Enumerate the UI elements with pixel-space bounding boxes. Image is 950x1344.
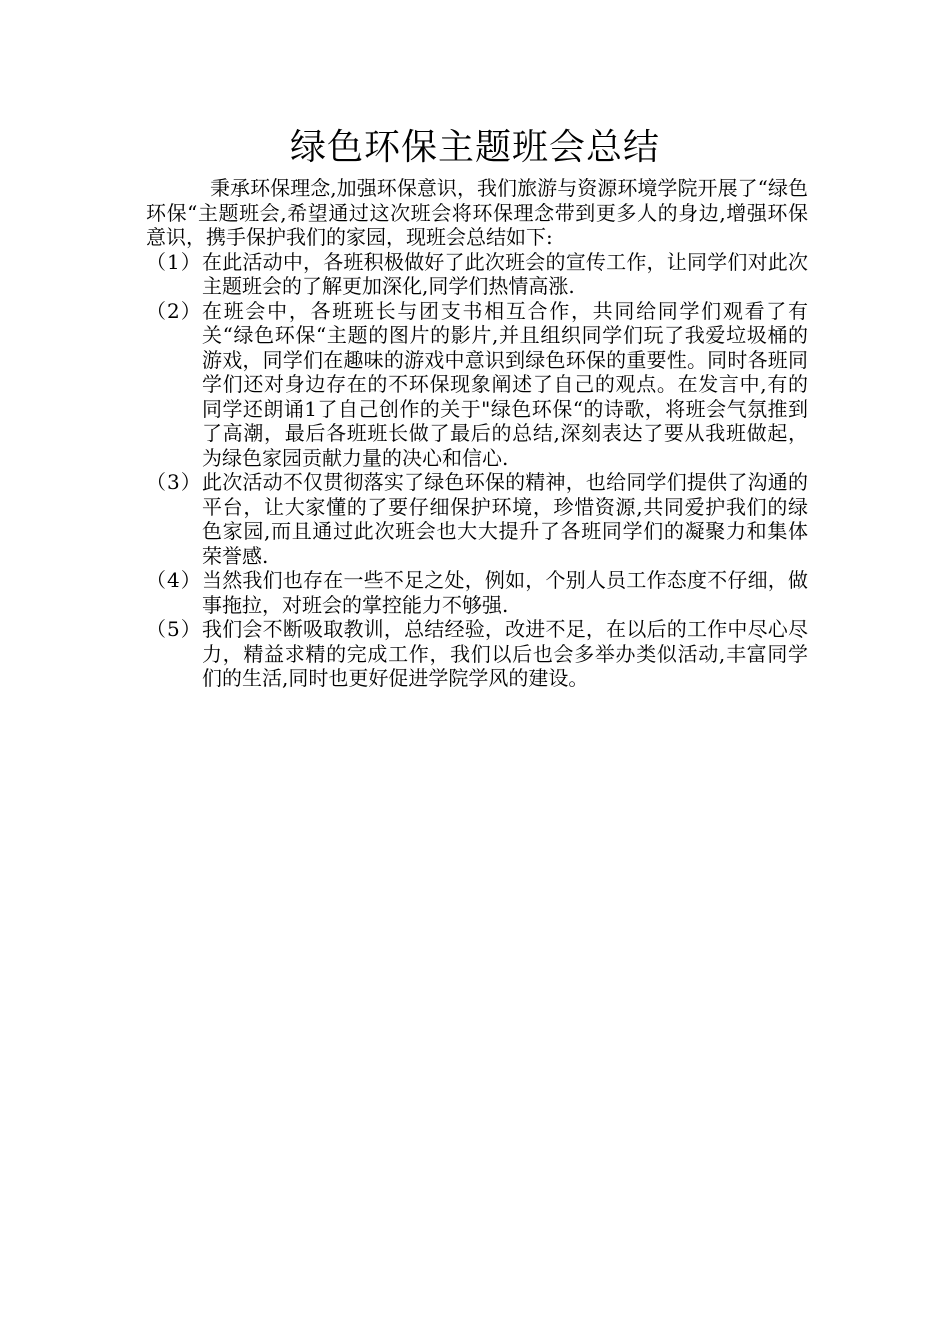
list-item [146,299,808,471]
list-item-number: （1） [146,249,202,274]
intro-paragraph: 秉承环保理念,加强环保意识，我们旅游与资源环境学院开展了“绿色环保“主题班会,希望通过这次班会将环保理念带到更多人的身边,增强环保意识，携手保护我们的家园，现班会总结如下: [146,176,808,249]
list-item-text: 此次活动不仅贯彻落实了绿色环保的精神，也给同学们提供了沟通的平台，让大家懂的了要仔细保护环境，珍惜资源,共同爱护我们的绿色家园,而且通过此次班会也大大提升了各班同学们的凝聚力和集体荣誉感. [202,470,808,568]
list-item-text: 在此活动中，各班积极做好了此次班会的宣传工作，让同学们对此次主题班会的了解更加深化,同学们热情高涨. [202,249,808,298]
list-item-number: （4） [146,568,202,592]
list-item-number: （2） [146,298,202,323]
list-item-text: 当然我们也存在一些不足之处，例如，个别人员工作态度不仔细，做事拖拉，对班会的掌控能力不够强. [202,568,808,617]
list-item-text: 我们会不断吸取教训，总结经验，改进不足，在以后的工作中尽心尽力，精益求精的完成工作，我们以后也会多举办类似活动,丰富同学们的生活,同时也更好促进学院学风的建设。 [202,617,808,690]
list-item-number: （5） [146,617,202,641]
list-item [146,617,808,691]
list-item [146,250,808,299]
list-item-number: （3） [146,470,202,494]
document-title: 绿色环保主题班会总结 [289,127,660,168]
list-item [146,568,808,617]
list-item-text: 在班会中，各班班长与团支书相互合作，共同给同学们观看了有关“绿色环保“主题的图片的影片,并且组织同学们玩了我爱垃圾桶的游戏，同学们在趣味的游戏中意识到绿色环保的重要性。同时各班同学们还对身边存在的不环保现象阐述了自己的观点。在发言中,有的同学还朗诵1了自己创作的关于"绿色环保“的诗歌，将班会气氛推到了高潮，最后各班班长做了最后的总结,深刻表达了要从我班做起，为绿色家园贡献力量的决心和信心. [202,298,808,470]
list-item [146,470,808,568]
document-body [146,176,808,691]
